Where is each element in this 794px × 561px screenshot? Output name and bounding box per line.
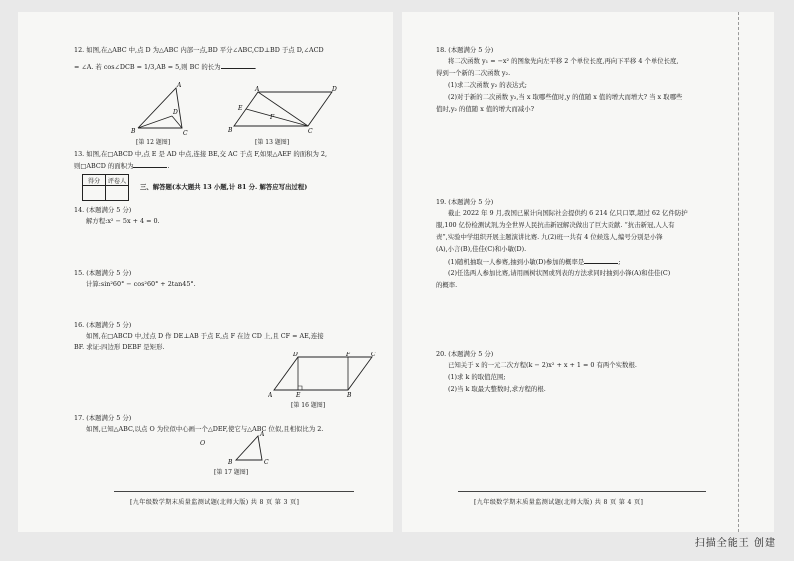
q20-line2: (1)求 k 的取值范围;: [448, 373, 506, 381]
q17-label-b: B: [228, 459, 233, 466]
grader-header: 评卷人: [106, 175, 129, 186]
q14-body: 解方程:x² − 5x + 4 = 0.: [86, 217, 160, 225]
q13-label-d: D: [332, 86, 337, 93]
q16-label-c: C: [371, 352, 376, 358]
binding-line: [738, 12, 740, 532]
q12-label-a: A: [177, 82, 182, 89]
q19-line6: (2)任选两人参加比赛,请用画树状图或列表的方法求同时抽到小锋(A)和佳佳(C): [448, 269, 671, 277]
score-table: [82, 174, 129, 201]
q16-label-d: D: [293, 352, 298, 358]
q13-label-f: F: [270, 114, 275, 121]
q18-line1: 将二次函数 y₁ = −x² 的图象先向左平移 2 个单位长度,再向下平移 4 个单位长度,: [448, 57, 679, 65]
q20-line1: 已知关于 x 的一元二次方程(k − 2)x² + x + 1 = 0 有两个实数根.: [448, 361, 637, 369]
q12-figure: [128, 78, 198, 138]
score-cell: [83, 186, 106, 201]
q17-head: 17. (本题满分 5 分): [74, 414, 132, 422]
page-footer-left: [九年级数学期末质量监测试题(北师大版) 共 8 页 第 3 页]: [130, 499, 300, 506]
q12-label-d: D: [173, 109, 178, 116]
q16-line2: BF. 求证:四边形 DEBF 是矩形.: [74, 343, 165, 351]
q12-line2-text: = ∠A. 若 cos∠DCB = 1/3,AB = 5,则 BC 的长为: [74, 63, 221, 71]
left-exam-page: [18, 12, 393, 532]
q19-line5-text: (1)随机抽取一人参赛,抽到小敏(D)参加的概率是: [448, 258, 585, 266]
q16-label-b: B: [347, 392, 352, 398]
q13-figure: [228, 86, 340, 134]
q17-caption: [第 17 题图]: [214, 469, 249, 476]
q12-label-c: C: [183, 130, 188, 137]
q13-line2-text: 则□ABCD 的面积为: [74, 162, 134, 170]
q18-line2: 得到一个新的二次函数 y₂.: [436, 69, 511, 77]
q13-label-b: B: [228, 127, 233, 134]
q12-line2: = ∠A. 若 cos∠DCB = 1/3,AB = 5,则 BC 的长为 .: [74, 63, 257, 71]
grader-cell: [106, 186, 129, 201]
q19-line4: (A),小言(B),佳佳(C)和小敏(D).: [436, 245, 527, 253]
q16-label-e: E: [296, 392, 301, 398]
q13-answer-blank: [133, 160, 167, 168]
q17-label-c: C: [264, 459, 269, 466]
q14-head: 14. (本题满分 5 分): [74, 206, 132, 214]
q15-head: 15. (本题满分 5 分): [74, 269, 132, 277]
q18-line3: (1)求二次函数 y₂ 的表达式;: [448, 81, 527, 89]
q16-label-a: A: [268, 392, 273, 398]
q18-head: 18. (本题满分 5 分): [436, 46, 494, 54]
footer-rule-right: [458, 491, 706, 492]
q16-label-f: F: [346, 352, 351, 358]
footer-rule-left: [114, 491, 354, 492]
q19-line3: 责”,实验中学组织开展主题演讲比赛. 九(2)班一共有 4 位候选人,编号分别是小锋: [436, 233, 663, 241]
q18-line5: 值时,y₂ 的值随 x 值的增大而减小?: [436, 105, 535, 113]
q19-line2: 服,100 亿份检测试剂,为全世界人民抗击新冠解决做出了巨大贡献. “抗击新冠,人人有: [436, 221, 675, 229]
right-exam-page: [402, 12, 774, 532]
q19-line5: (1)随机抽取一人参赛,抽到小敏(D)参加的概率是 ;: [448, 258, 621, 266]
q17-center-o: O: [200, 439, 206, 447]
q12-line1: 12. 如图,在△ABC 中,点 D 为△ABC 内部一点,BD 平分∠ABC,CD⊥BD 于点 D,∠ACD: [74, 46, 324, 54]
q20-head: 20. (本题满分 5 分): [436, 350, 494, 358]
q18-line4: (2)对于新的二次函数 y₂,当 x 取哪些值时,y 的值随 x 值的增大而增大? 当 x 取哪些: [448, 93, 683, 101]
page-footer-right: [九年级数学期末质量监测试题(北师大版) 共 8 页 第 4 页]: [474, 499, 644, 506]
q20-line3: (2)当 k 取最大整数时,求方程的根.: [448, 385, 546, 393]
q19-head: 19. (本题满分 5 分): [436, 198, 494, 206]
q19-answer-blank: [584, 256, 618, 264]
q19-line1: 截止 2022 年 9 月,我国已累计向国际社会提供约 6 214 亿只口罩,超过 62 亿件防护: [448, 209, 688, 217]
q12-caption: [第 12 题图]: [136, 139, 171, 146]
q16-head: 16. (本题满分 5 分): [74, 321, 132, 329]
q17-line1: 如图,已知△ABC,以点 O 为位似中心画一个△DEF,使它与△ABC 位似,且相似比为 2.: [86, 425, 324, 433]
score-header: 得分: [83, 175, 106, 186]
q17-figure: [228, 430, 278, 466]
scanner-watermark: 扫描全能王 创建: [694, 538, 776, 549]
q16-figure: [268, 352, 376, 398]
q13-line2: 则□ABCD 的面积为 .: [74, 162, 170, 170]
q16-line1: 如图,在□ABCD 中,过点 D 作 DE⊥AB 于点 E,点 F 在边 CD 上,且 CF = AE,连接: [86, 332, 324, 340]
q15-body: 计算:sin²60° − cos²60° + 2tan45°.: [86, 280, 196, 288]
q13-label-c: C: [308, 128, 313, 134]
q13-label-a: A: [255, 86, 260, 93]
q17-label-a: A: [260, 431, 265, 438]
section-3-heading: 三、解答题(本大题共 13 小题,计 81 分. 解答应写出过程): [140, 183, 308, 191]
q13-line1: 13. 如图,在□ABCD 中,点 E 是 AD 中点,连接 BE,交 AC 于点 F,如果△AEF 的面积为 2,: [74, 150, 328, 158]
q16-caption: [第 16 题图]: [291, 402, 326, 409]
q12-label-b: B: [131, 128, 136, 135]
q19-line7: 的概率.: [436, 281, 458, 289]
q13-caption: [第 13 题图]: [255, 139, 290, 146]
q13-label-e: E: [238, 105, 243, 112]
q12-answer-blank: [221, 61, 255, 69]
